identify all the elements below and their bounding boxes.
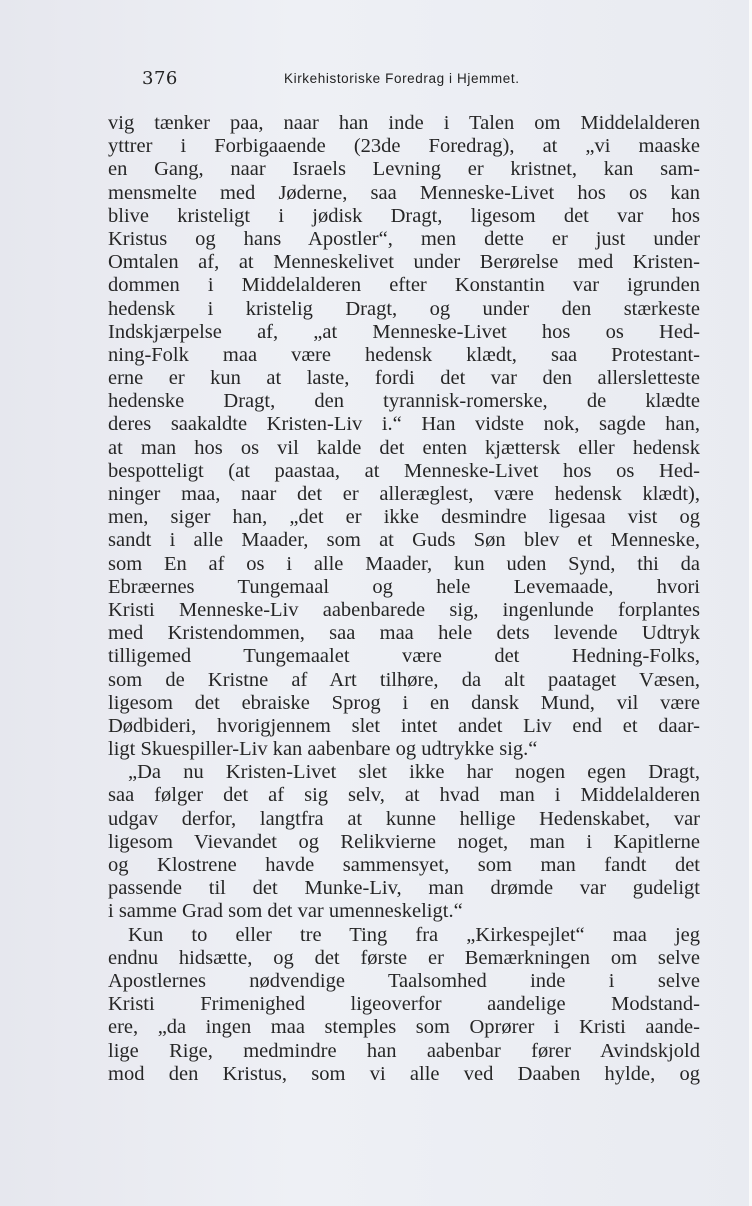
text-line: Kristi Frimenighed ligeoverfor aandelige Modstand- <box>108 993 700 1016</box>
text-line: passende til det Munke-Liv, man drømde var gudeligt <box>108 877 700 900</box>
text-line: Kristus og hans Apostler“, men dette er just under <box>108 227 700 250</box>
text-line: med Kristendommen, saa maa hele dets levende Udtryk <box>108 622 700 645</box>
text-line: i samme Grad som det var umenneskeligt.“ <box>108 900 463 923</box>
text-line: erne er kun at laste, fordi det var den allersletteste <box>108 367 700 390</box>
text-line: udgav derfor, langtfra at kunne hellige Hedenskabet, var <box>108 807 700 830</box>
text-line: Apostlernes nødvendige Taalsomhed inde i selve <box>108 969 700 992</box>
text-line: som de Kristne af Art tilhøre, da alt paataget Væsen, <box>108 668 700 691</box>
text-line: ligesom det ebraiske Sprog i en dansk Mund, vil være <box>108 691 700 714</box>
text-line: som En af os i alle Maader, kun uden Synd, thi da <box>108 552 700 575</box>
text-line: mensmelte med Jøderne, saa Menneske-Livet hos os kan <box>108 181 700 204</box>
page-header <box>142 68 712 92</box>
text-line: blive kristeligt i jødisk Dragt, ligesom det var hos <box>108 204 700 227</box>
text-line: deres saakaldte Kristen-Liv i.“ Han vidste nok, sagde han, <box>108 413 700 436</box>
text-line: sandt i alle Maader, som at Guds Søn blev et Menneske, <box>108 529 700 552</box>
text-line: endnu hidsætte, og det første er Bemærkningen om selve <box>108 946 700 969</box>
text-line: lige Rige, medmindre han aabenbar fører Avindskjold <box>108 1039 700 1062</box>
text-line: Omtalen af, at Menneskelivet under Berørelse med Kristen- <box>108 251 700 274</box>
text-line: men, siger han, „det er ikke desmindre ligesaa vist og <box>108 506 700 529</box>
body-text <box>108 112 700 1086</box>
text-line: at man hos os vil kalde det enten kjættersk eller hedensk <box>108 436 700 459</box>
text-line: ligesom Vievandet og Relikvierne noget, man i Kapitlerne <box>108 830 700 853</box>
text-line: saa følger det af sig selv, at hvad man i Middelalderen <box>108 784 700 807</box>
text-line: vig tænker paa, naar han inde i Talen om Middelalderen <box>108 112 700 134</box>
text-line: yttrer i Forbigaaende (23de Foredrag), at „vi maaske <box>108 135 700 158</box>
text-line: bespotteligt (at paastaa, at Menneske-Livet hos os Hed- <box>108 459 700 482</box>
text-line: ere, „da ingen maa stemples som Oprører i Kristi aande- <box>108 1016 700 1039</box>
text-line: „Da nu Kristen-Livet slet ikke har nogen egen Dragt, <box>128 761 700 784</box>
text-line: ligt Skuespiller-Liv kan aabenbare og udtrykke sig.“ <box>108 738 538 761</box>
text-line: Dødbideri, hvorigjennem slet intet andet Liv end et daar- <box>108 714 700 737</box>
page-number: 376 <box>142 68 178 89</box>
text-line: ning-Folk maa være hedensk klædt, saa Protestant- <box>108 343 700 366</box>
text-line: Kristi Menneske-Liv aabenbarede sig, ingenlunde forplantes <box>108 598 700 621</box>
text-line: tilligemed Tungemaalet være det Hedning-Folks, <box>108 645 700 668</box>
text-line: en Gang, naar Israels Levning er kristnet, kan sam- <box>108 158 700 181</box>
text-line: dommen i Middelalderen efter Konstantin var igrunden <box>108 274 700 297</box>
text-line: hedensk i kristelig Dragt, og under den stærkeste <box>108 297 700 320</box>
text-line: ninger maa, naar det er alleræglest, være hedensk klædt), <box>108 483 700 505</box>
text-line: mod den Kristus, som vi alle ved Daaben hylde, og <box>108 1062 700 1085</box>
running-title: Kirkehistoriske Foredrag i Hjemmet. <box>284 71 520 86</box>
text-line: Indskjærpelse af, „at Menneske-Livet hos os Hed- <box>108 320 700 343</box>
text-line: Ebræernes Tungemaal og hele Levemaade, hvori <box>108 575 700 598</box>
text-line: hedenske Dragt, den tyrannisk-romerske, de klædte <box>108 390 700 413</box>
text-line: og Klostrene havde sammensyet, som man fandt det <box>108 854 700 876</box>
text-line: Kun to eller tre Ting fra „Kirkespejlet“ maa jeg <box>128 923 700 946</box>
